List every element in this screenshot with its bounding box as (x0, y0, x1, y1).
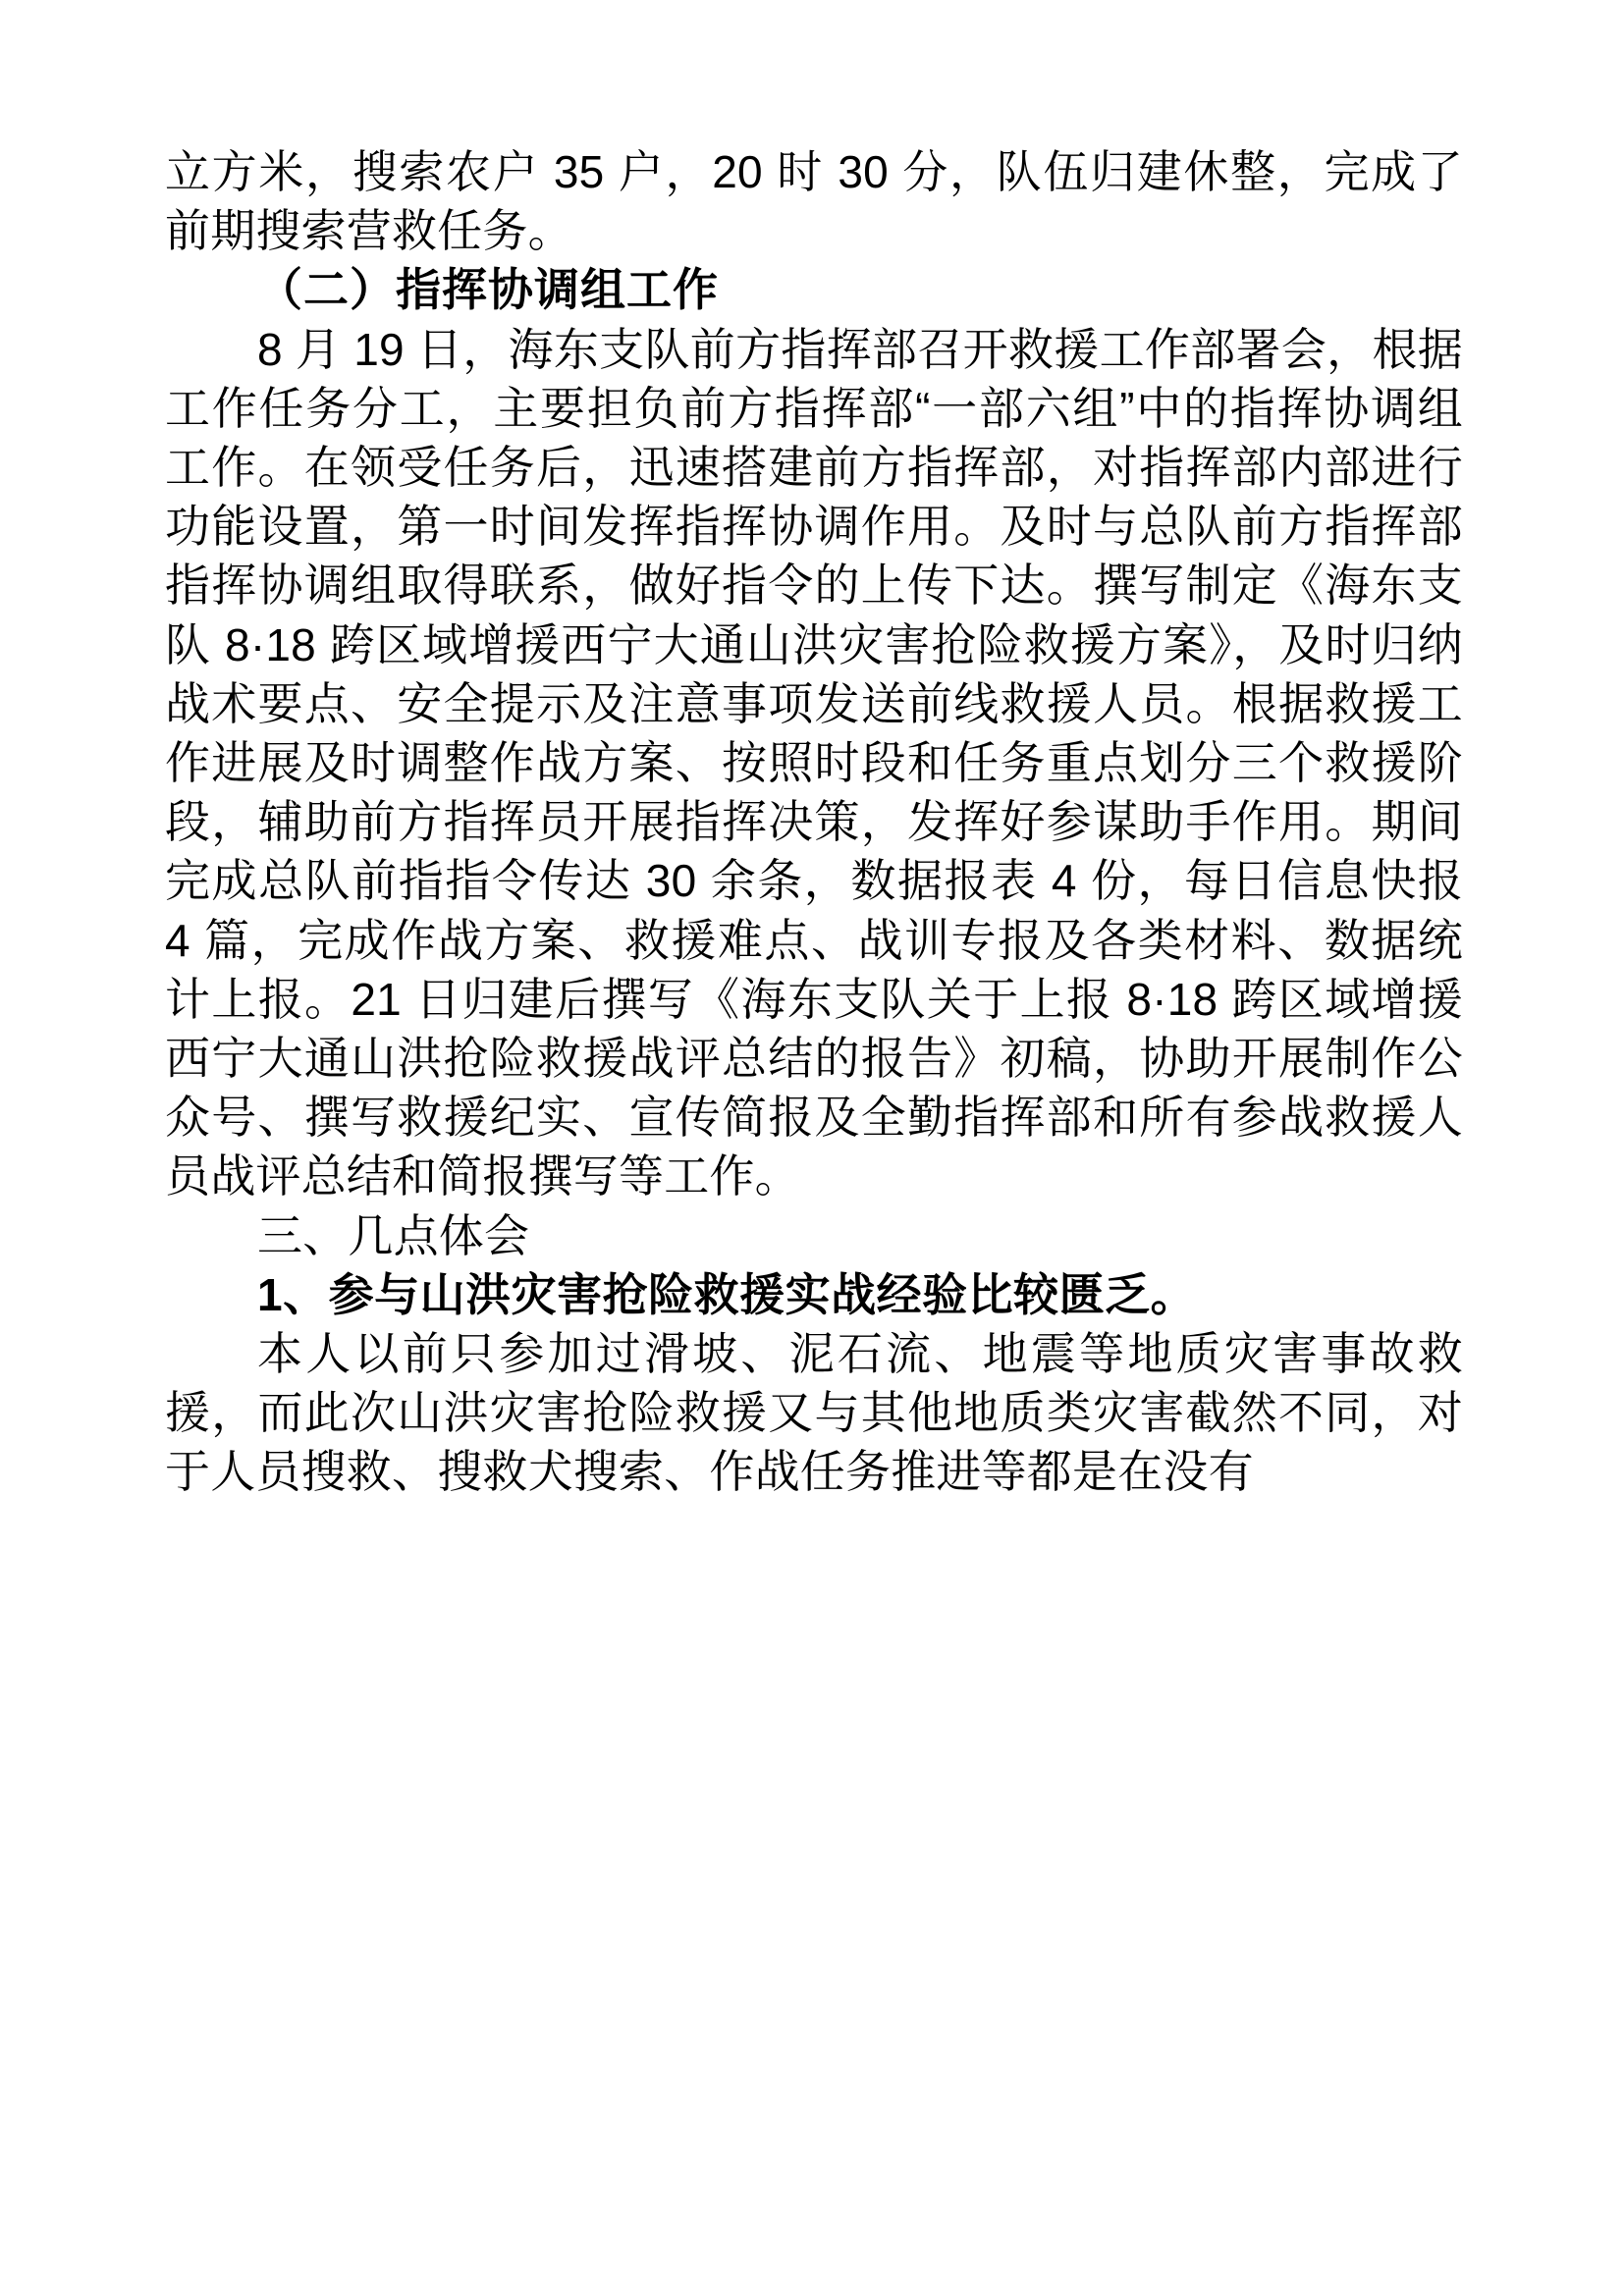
paragraph-command-coordination-group: 8 月 19 日，海东支队前方指挥部召开救援工作部署会，根据工作任务分工，主要担负前方指挥部“一部六组”中的指挥协调组工作。在领受任务后，迅速搭建前方指挥部，对指挥部内部进行功能设置，第一时间发挥指挥协调作用。及时与总队前方指挥部指挥协调组取得联系，做好指令的上传下达。撰写制定《海东支队 8·18 跨区域增援西宁大通山洪灾害抢险救援方案》，及时归纳战术要点、安全提示及注意事项发送前线救援人员。根据救援工作进展及时调整作战方案、按照时段和任务重点划分三个救援阶段，辅助前方指挥员开展指挥决策，发挥好参谋助手作用。期间完成总队前指指令传达 30 余条，数据报表 4 份，每日信息快报 4 篇，完成作战方案、救援难点、战训专报及各类材料、数据统计上报。21 日归建后撰写《海东支队关于上报 8·18 跨区域增援西宁大通山洪抢险救援战评总结的报告》初稿，协助开展制作公众号、撰写救援纪实、宣传简报及全勤指挥部和所有参战救援人员战评总结和简报撰写等工作。 (165, 323, 1463, 1202)
heading-section-three: 三、几点体会 (257, 1209, 530, 1261)
document-body (165, 142, 1463, 1502)
heading-section-two: （二）指挥协调组工作 (257, 264, 719, 316)
paragraph-continuation: 立方米，搜索农户 35 户，20 时 30 分，队伍归建休整，完成了前期搜索营救任务。 (165, 146, 1463, 257)
paragraph-experience: 本人以前只参加过滑坡、泥石流、地震等地质灾害事故救援，而此次山洪灾害抢险救援又与其他地质类灾害截然不同，对于人员搜救、搜救犬搜索、作战任务推进等都是在没有 (165, 1328, 1463, 1498)
heading-point-one: 1、参与山洪灾害抢险救援实战经验比较匮乏。 (257, 1268, 1197, 1320)
